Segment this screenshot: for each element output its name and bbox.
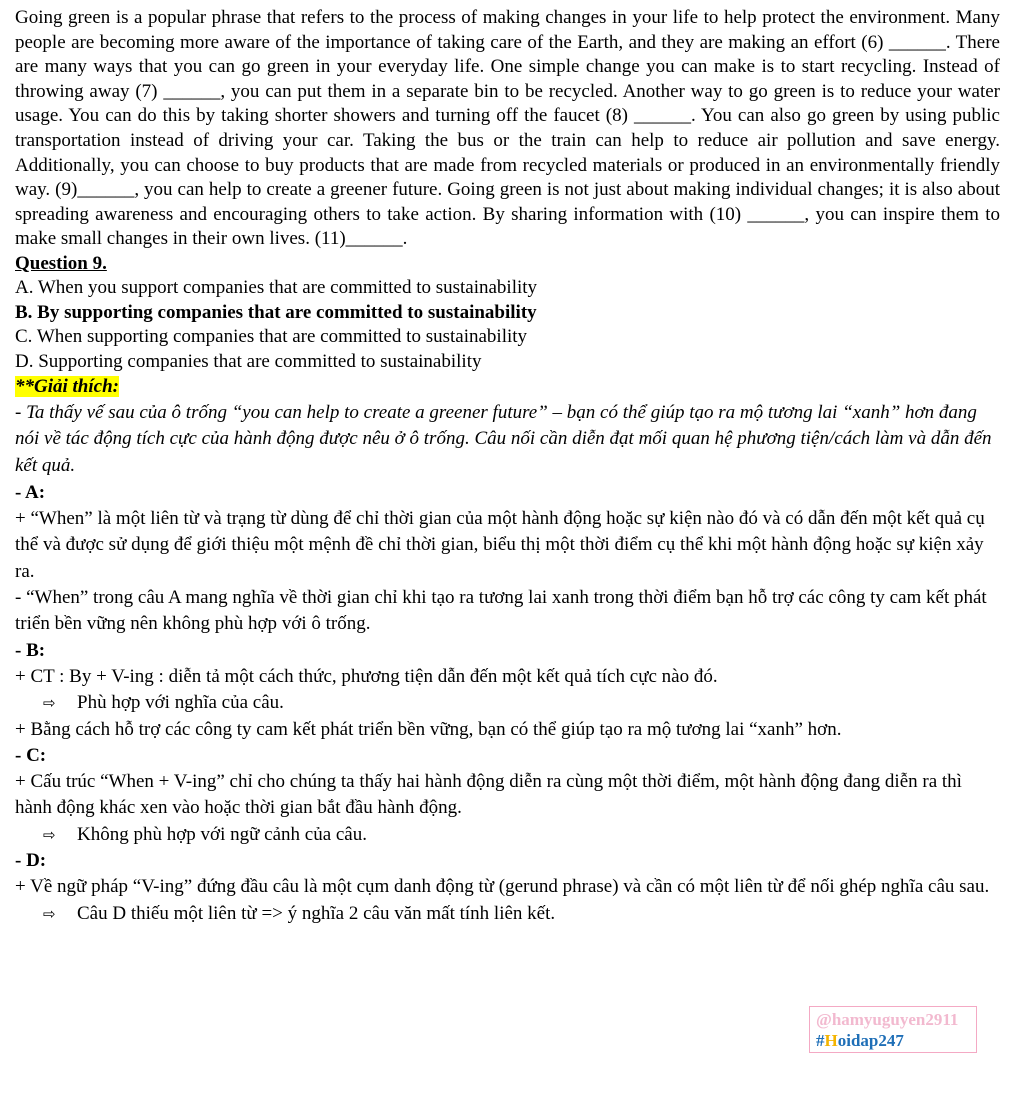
watermark-tag [816, 1030, 970, 1051]
question-title: Question 9. [15, 252, 107, 274]
arrow-right-icon: ⇨ [43, 825, 56, 844]
watermark-tag-rest: oidap247 [837, 1031, 904, 1050]
section-a-paragraph-2: - “When” trong câu A mang nghĩa về thời gian chỉ khi tạo ra tương lai xanh trong thời điểm bạn hỗ trợ các công ty cam kết phát triển bền vững nên không phù hợp với ô trống. [15, 587, 987, 635]
watermark-user: @hamyuguyen2911 [816, 1010, 959, 1029]
watermark-tag-hash: # [816, 1031, 825, 1050]
option-c: C. When supporting companies that are committed to sustainability [15, 326, 528, 348]
explanation-heading: **Giải thích: [15, 375, 119, 397]
section-a-paragraph-1: + “When” là một liên từ và trạng từ dùng để chỉ thời gian của một hành động hoặc sự kiện nào đó và có dẫn đến một kết quả cụ thể và được sử dụng để giới thiệu một mệnh đề chỉ thời gian, biểu thị một thời điểm cụ thể khi một hành động hoặc sự kiện xảy ra. [15, 508, 985, 582]
watermark [809, 1006, 977, 1053]
section-b-paragraph-1: + CT : By + V-ing : diễn tả một cách thức, phương tiện dẫn đến một kết quả tích cực nào đó. [15, 665, 718, 687]
arrow-right-icon: ⇨ [43, 904, 56, 923]
option-a: A. When you support companies that are committed to sustainability [15, 277, 538, 299]
section-b-paragraph-2: + Bằng cách hỗ trợ các công ty cam kết phát triển bền vững, bạn có thể giúp tạo ra mộ tương lai “xanh” hơn. [15, 718, 842, 740]
section-c-conclusion [15, 822, 1000, 848]
option-b-correct: B. By supporting companies that are committed to sustainability [15, 301, 537, 323]
section-c-label: - C: [15, 744, 47, 766]
section-b-conclusion [15, 690, 1000, 716]
section-c-paragraph-1: + Cấu trúc “When + V-ing” chỉ cho chúng ta thấy hai hành động diễn ra cùng một thời điểm, một hành động đang diễn ra thì hành động khác xen vào hoặc thời gian bắt đầu hành động. [15, 771, 962, 819]
section-d-conclusion-text: Câu D thiếu một liên từ => ý nghĩa 2 câu văn mất tính liên kết. [77, 902, 556, 924]
section-d-paragraph-1: + Về ngữ pháp “V-ing” đứng đầu câu là một cụm danh động từ (gerund phrase) và cần có một liên từ để nối ghép nghĩa câu sau. [15, 876, 990, 898]
section-d-label: - D: [15, 850, 47, 872]
section-c-conclusion-text: Không phù hợp với ngữ cảnh của câu. [77, 823, 367, 845]
section-b-conclusion-text: Phù hợp với nghĩa của câu. [77, 692, 284, 714]
section-a-label: - A: [15, 481, 46, 503]
document [15, 6, 1000, 927]
section-d-conclusion [15, 901, 1000, 927]
arrow-right-icon: ⇨ [43, 694, 56, 713]
option-d: D. Supporting companies that are committed to sustainability [15, 350, 482, 372]
reading-passage: Going green is a popular phrase that refers to the process of making changes in your life to help protect the environment. Many people are becoming more aware of the importance of taking care of the Earth, and they are making an effort (6) ______. There are many ways that you can go green in your everyday life. One simple change you can make is to start recycling. Instead of throwing away (7) ______, you can put them in a separate bin to be recycled. Another way to go green is to reduce your water usage. You can do this by taking shorter showers and turning off the faucet (8) ______. You can also go green by using public transportation instead of driving your car. Taking the bus or the train can help to reduce air pollution and save energy. Additionally, you can choose to buy products that are made from recycled materials or produced in an environmentally friendly way. (9)______, you can help to create a greener future. Going green is not just about making individual changes; it is also about spreading awareness and encouraging others to take action. By sharing information with (10) ______, you can inspire them to make small changes in their own lives. (11)______. [15, 7, 1000, 250]
explanation-intro: - Ta thấy vế sau của ô trống “you can help to create a greener future” – bạn có thể giúp tạo ra mộ tương lai “xanh” hơn đang nói về tác động tích cực của hành động được nêu ở ô trống. Câu nối cần diễn đạt mối quan hệ phương tiện/cách làm và dẫn đến kết quả. [15, 401, 992, 476]
watermark-tag-h: H [824, 1031, 838, 1050]
explanation-heading-line [15, 374, 1000, 400]
section-b-label: - B: [15, 639, 46, 661]
